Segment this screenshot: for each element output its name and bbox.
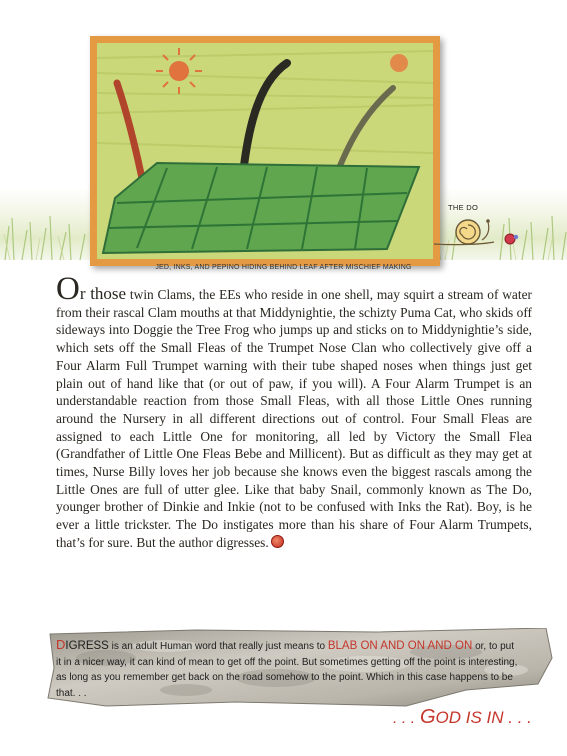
continuation-lead: . . .	[393, 710, 416, 727]
digress-text-2: or, to put it in a nicer way, it can kind of mean to get off the point. But sometimes getting off the point is interesting, as long as you remember get back on the road somehow to the point. Which in this case happens to be that. . .	[56, 641, 518, 699]
continuation-initial: G	[419, 706, 436, 728]
continuation-text: OD IS IN	[435, 708, 504, 727]
digress-initial: D	[56, 637, 66, 652]
drop-cap: O	[56, 271, 80, 307]
blab-highlight: BLAB ON AND ON AND ON	[327, 640, 473, 652]
digress-stone	[46, 628, 554, 710]
illustration-caption: JED, INKS, AND PEPINO HIDING BEHIND LEAF AFTER MISCHIEF MAKING	[155, 264, 412, 271]
digress-text-1: is an adult Human word that really just means to	[108, 641, 328, 652]
crayon-drawing	[90, 36, 440, 266]
lead-in-rest: r those	[79, 284, 127, 303]
snail-label: THE DO	[448, 203, 479, 212]
snail-icon	[430, 212, 522, 252]
end-mark-icon	[271, 535, 284, 548]
continuation-tail: . . .	[503, 708, 532, 727]
digress-word	[56, 637, 109, 652]
lead-in	[56, 271, 127, 307]
continuation-line	[393, 706, 532, 729]
story-text: twin Clams, the EEs who reside in one shell, may squirt a stream of water from their rascal Clam mouths at that Middynightie, the schizty Puma Cat, who skids off sideways into Doggie the Tree Frog who jumps up and sticks on to Middynightie’s side, which sets off the Small Fleas of the Trumpet Nose Clan who collectively give off a Four Alarm Full Trumpet warning with their tube shaped noses when things just get plain out of hand like that (or out of paw, if you will). A Four Alarm Trumpet is an understandable reaction from those Small Fleas, with all those Little Ones running around the Nursery in all different directions out of control. Four Small Fleas are assigned to each Little One for monitoring, all led by Victory the Small Flea (Grandfather of Little One Fleas Bebe and Millicent). But as difficult as they may get at times, Nurse Billy loves her job because she knows even the biggest rascals among the Little Ones are full of utter glee. Like that baby Snail, commonly known as The Do, younger brother of Dinkie and Inkie (not to be confused with Inks the Rat). Boy, is he ever a little trickster. The Do instigates more than his share of Four Alarm Trumpets, that’s for sure. But the author digresses.	[56, 287, 532, 550]
digress-rest: IGRESS	[65, 640, 109, 652]
digress-note	[56, 637, 518, 701]
story-paragraph	[56, 271, 532, 552]
